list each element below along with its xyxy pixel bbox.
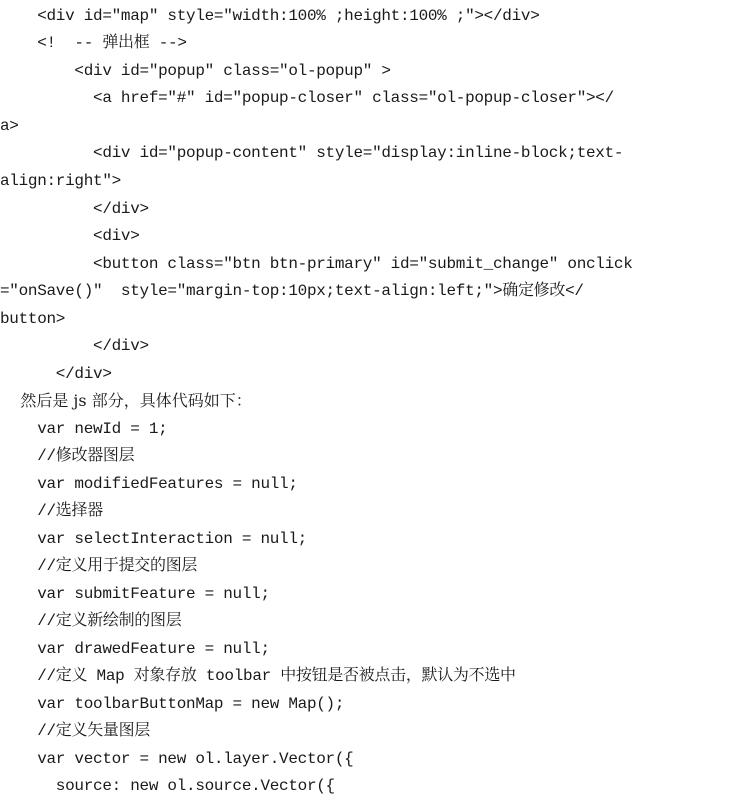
comment-line: //修改器图层: [0, 447, 135, 465]
code-line: var selectInteraction = null;: [0, 530, 307, 548]
code-line: var drawedFeature = null;: [0, 640, 270, 658]
code-line: <div id="map" style="width:100% ;height:100% ;"></div>: [0, 7, 540, 25]
comment-line: //定义 Map 对象存放 toolbar 中按钮是否被点击，默认为不选中: [0, 667, 516, 685]
comment-line: //选择器: [0, 502, 103, 520]
code-line: <div id="popup" class="ol-popup" >: [0, 62, 391, 80]
comment-line: //定义用于提交的图层: [0, 557, 198, 575]
code-line: align:right">: [0, 172, 121, 190]
code-line: var newId = 1;: [0, 420, 168, 438]
code-line: var modifiedFeatures = null;: [0, 475, 298, 493]
code-line: </div>: [0, 337, 149, 355]
prose-line: 然后是 js 部分，具体代码如下：: [0, 391, 252, 410]
comment-line: //定义新绘制的图层: [0, 612, 182, 630]
code-line: <button class="btn btn-primary" id="submit_change" onclick: [0, 255, 633, 273]
code-line: var vector = new ol.layer.Vector({: [0, 750, 354, 768]
code-line: <a href="#" id="popup-closer" class="ol-popup-closer"></: [0, 89, 614, 107]
code-line: a>: [0, 117, 19, 135]
code-line: <div>: [0, 227, 140, 245]
code-line: <div id="popup-content" style="display:inline-block;text-: [0, 144, 624, 162]
code-line: ="onSave()" style="margin-top:10px;text-align:left;">确定修改</: [0, 282, 584, 300]
code-line: var toolbarButtonMap = new Map();: [0, 695, 345, 713]
code-line: </div>: [0, 200, 149, 218]
code-line: source: new ol.source.Vector({: [0, 777, 335, 795]
code-line: var submitFeature = null;: [0, 585, 270, 603]
comment-line: //定义矢量图层: [0, 722, 151, 740]
code-line: button>: [0, 310, 66, 328]
code-line: <! -- 弹出框 -->: [0, 34, 187, 52]
code-line: </div>: [0, 365, 112, 383]
